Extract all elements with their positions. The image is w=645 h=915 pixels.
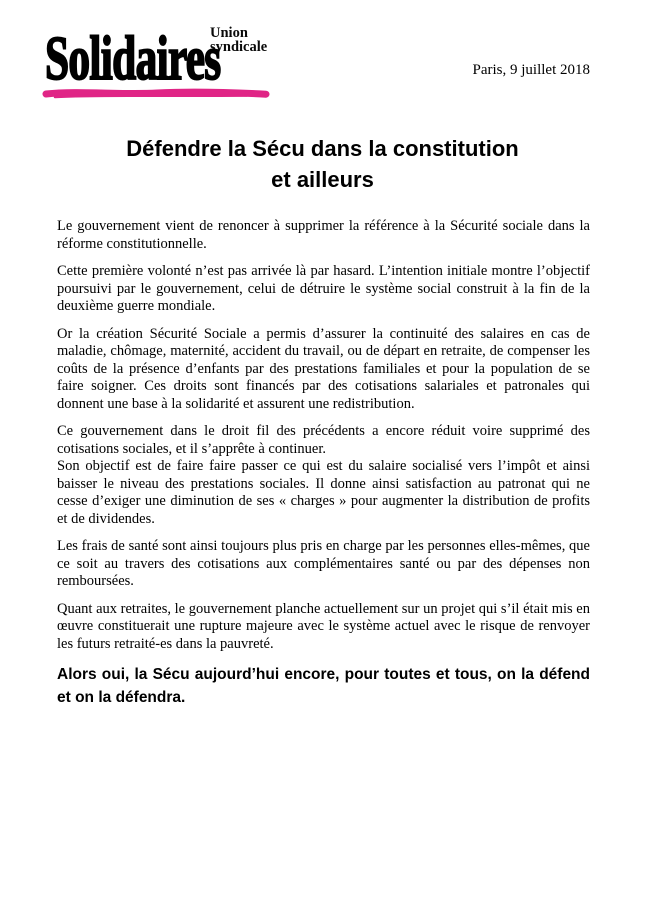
brush-underline-icon <box>41 86 271 101</box>
logo-union-line2: syndicale <box>210 39 268 55</box>
paragraph: Son objectif est de faire faire passer ce qui est du salaire socialisé vers l’impôt et ainsi baisser le niveau des prestations sociales. Il donne ainsi satisfaction au patronat qui ne cesse d’exiger une diminution de ses « charges » pour augmenter la distribution de profits et de dividendes. <box>57 458 590 527</box>
paragraph: Les frais de santé sont ainsi toujours plus pris en charge par les personnes elles-mêmes, que ce soit au travers des cotisations aux complémentaires santé ou par des dépenses non remboursées. <box>57 538 590 589</box>
document-title-line1: Défendre la Sécu dans la constitution <box>126 136 519 161</box>
paragraph: Cette première volonté n’est pas arrivée là par hasard. L’intention initiale montre l’objectif poursuivi par le gouvernement, celui de détruire le système social construit à la fin de la deuxième guerre mondiale. <box>57 263 590 314</box>
paragraph: Or la création Sécurité Sociale a permis d’assurer la continuité des salaires en cas de maladie, chômage, maternité, accident du travail, ou de départ en retraite, de compenser les coûts de la présence d’enfants par des prestations familiales et pour la population de se faire soigner. Ces droits sont financés par des cotisations salariales et patronales qui donnent une base à la solidarité et assurent une redistribution. <box>57 325 590 412</box>
logo-wordmark: Solidaires <box>45 25 221 93</box>
logo-union-line1: Union <box>210 25 248 41</box>
solidaires-logo <box>45 12 290 107</box>
paragraph: Ce gouvernement dans le droit fil des précédents a encore réduit voire supprimé des cotisations sociales, et il s’apprête à continuer. <box>57 423 590 457</box>
document-title-line2: et ailleurs <box>271 167 374 192</box>
document-body <box>57 218 590 719</box>
brush-underline-stroke <box>46 92 266 94</box>
paragraph: Quant aux retraites, le gouvernement planche actuellement sur un projet qui s’il était mis en œuvre constituerait une rupture majeure avec le système actuel avec le risque de renvoyer les futurs retraité-es dans la pauvreté. <box>57 600 590 652</box>
paragraph: Le gouvernement vient de renoncer à supprimer la référence à la Sécurité sociale dans la réforme constitutionnelle. <box>57 218 590 252</box>
closing-statement: Alors oui, la Sécu aujourd’hui encore, pour toutes et tous, on la défend et on la défendra. <box>57 666 590 706</box>
dateline: Paris, 9 juillet 2018 <box>472 62 590 78</box>
brush-underline-stroke-2 <box>55 96 247 98</box>
document-title <box>0 133 645 195</box>
